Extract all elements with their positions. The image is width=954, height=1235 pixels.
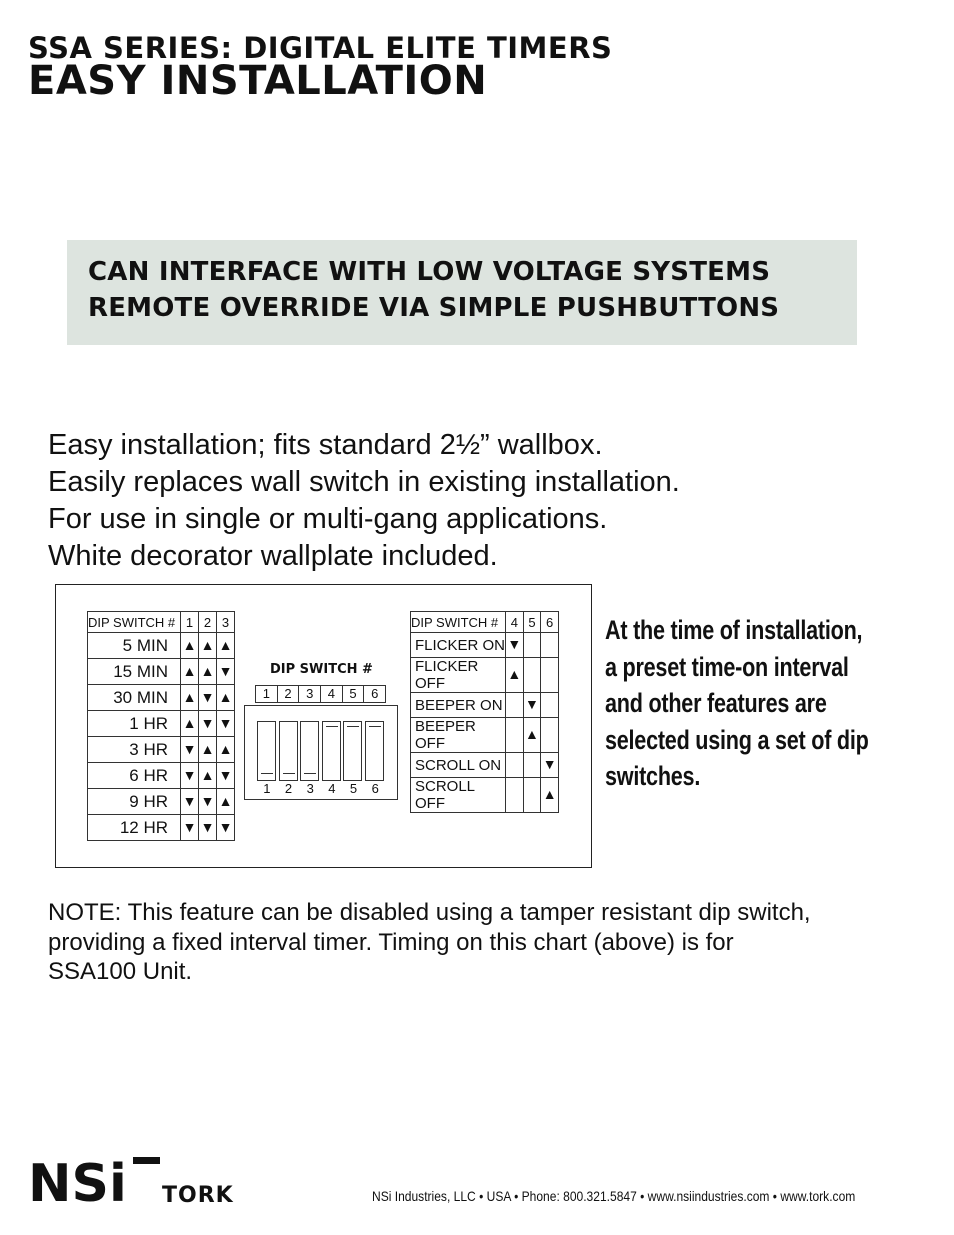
arrow-up-icon: ▲	[525, 726, 539, 742]
column-header: 1	[181, 612, 199, 633]
switch-state-cell	[199, 763, 217, 789]
switch-state-cell	[541, 778, 559, 813]
arrow-up-icon: ▲	[182, 714, 197, 731]
switch-state-cell	[199, 659, 217, 685]
empty-cell	[506, 753, 524, 778]
feature-list	[48, 427, 680, 575]
arrow-up-icon: ▲	[182, 662, 197, 679]
arrow-down-icon: ▼	[218, 662, 233, 679]
tork-logo: TORK	[162, 1183, 234, 1208]
description-line: and other features are	[605, 688, 827, 718]
table-header-row	[411, 612, 559, 633]
row-label: BEEPER OFF	[411, 718, 506, 753]
dip-switch-slot	[257, 721, 276, 781]
arrow-down-icon: ▼	[200, 818, 215, 835]
table-row	[88, 633, 235, 659]
switch-state-cell	[217, 633, 235, 659]
dip-number: 3	[298, 685, 321, 703]
empty-cell	[541, 718, 559, 753]
column-header: 4	[506, 612, 524, 633]
row-label: 6 HR	[88, 763, 181, 789]
row-label: 12 HR	[88, 815, 181, 841]
empty-cell	[523, 658, 541, 693]
table-row	[88, 815, 235, 841]
column-header: 3	[217, 612, 235, 633]
note-text	[48, 898, 811, 987]
column-header-label: DIP SWITCH #	[88, 612, 181, 633]
table-row	[88, 659, 235, 685]
empty-cell	[541, 693, 559, 718]
dip-switch-title: DIP SWITCH #	[270, 662, 373, 677]
table-row	[88, 685, 235, 711]
arrow-up-icon: ▲	[182, 688, 197, 705]
arrow-up-icon: ▲	[218, 688, 233, 705]
arrow-down-icon: ▼	[218, 714, 233, 731]
feature-item: For use in single or multi-gang applications.	[48, 503, 608, 535]
nsi-logo	[28, 1157, 160, 1205]
row-label: 30 MIN	[88, 685, 181, 711]
empty-cell	[523, 753, 541, 778]
feature-item: Easily replaces wall switch in existing installation.	[48, 466, 680, 498]
description-line: a preset time-on interval	[605, 651, 849, 682]
row-label: 9 HR	[88, 789, 181, 815]
empty-cell	[523, 633, 541, 658]
arrow-down-icon: ▼	[507, 636, 522, 652]
switch-state-cell	[199, 789, 217, 815]
arrow-up-icon: ▲	[200, 766, 215, 783]
feature-item: Easy installation; fits standard 2½” wallbox.	[48, 429, 603, 461]
switch-state-cell	[181, 659, 199, 685]
dip-switch-knob	[261, 773, 273, 774]
dip-number: 1	[255, 685, 278, 703]
dip-number: 4	[320, 685, 343, 703]
switch-state-cell	[181, 685, 199, 711]
row-label: FLICKER OFF	[411, 658, 506, 693]
column-header: 5	[523, 612, 541, 633]
switch-state-cell	[541, 753, 559, 778]
dip-switch-knob	[347, 726, 359, 727]
nsi-logo-text: NSi	[28, 1157, 127, 1205]
banner-line-2: REMOTE OVERRIDE VIA SIMPLE PUSHBUTTONS	[88, 293, 780, 323]
dip-switch-slot	[279, 721, 298, 781]
empty-cell	[541, 633, 559, 658]
arrow-up-icon: ▲	[182, 636, 197, 653]
arrow-down-icon: ▼	[542, 756, 557, 772]
arrow-down-icon: ▼	[200, 688, 215, 705]
arrow-up-icon: ▲	[218, 792, 233, 809]
switch-state-cell	[199, 685, 217, 711]
dip-switch-knob	[369, 726, 381, 727]
switch-state-cell	[199, 815, 217, 841]
arrow-down-icon: ▼	[182, 766, 197, 783]
switch-state-cell	[506, 658, 524, 693]
installation-description	[605, 612, 934, 795]
dip-number: 2	[277, 685, 300, 703]
table-row	[411, 778, 559, 813]
switch-state-cell	[217, 659, 235, 685]
arrow-down-icon: ▼	[182, 818, 197, 835]
dip-switch-slot	[343, 721, 362, 781]
row-label: FLICKER ON	[411, 633, 506, 658]
dip-base-number: 3	[306, 781, 314, 796]
table-row	[411, 753, 559, 778]
page-title: EASY INSTALLATION	[28, 58, 488, 104]
dip-switch-slot	[300, 721, 319, 781]
description-line: selected using a set of dip	[605, 724, 869, 755]
switch-state-cell	[523, 718, 541, 753]
dip-switch-knob	[326, 726, 338, 727]
note-line: providing a fixed interval timer. Timing on this chart (above) is for	[48, 928, 734, 956]
dip-base-number: 5	[349, 781, 358, 796]
dip-base-number: 1	[263, 781, 271, 796]
row-label: SCROLL OFF	[411, 778, 506, 813]
switch-state-cell	[506, 633, 524, 658]
dip-number: 6	[363, 685, 386, 703]
note-line: NOTE: This feature can be disabled using a tamper resistant dip switch,	[48, 899, 811, 926]
dip-number: 5	[342, 685, 365, 703]
table-row	[411, 633, 559, 658]
switch-state-cell	[181, 763, 199, 789]
switch-state-cell	[217, 737, 235, 763]
arrow-down-icon: ▼	[218, 818, 233, 835]
switch-state-cell	[199, 711, 217, 737]
switch-state-cell	[181, 789, 199, 815]
arrow-up-icon: ▲	[200, 636, 215, 653]
time-interval-table	[87, 611, 235, 841]
arrow-down-icon: ▼	[218, 766, 233, 783]
dip-switch-knob	[283, 773, 295, 774]
description-line: At the time of installation,	[605, 615, 863, 645]
dip-switch-numbers	[256, 685, 386, 703]
arrow-down-icon: ▼	[200, 714, 215, 731]
table-row	[88, 789, 235, 815]
row-label: 1 HR	[88, 711, 181, 737]
table-header-row	[88, 612, 235, 633]
dip-base-number: 6	[371, 781, 379, 796]
table-row	[88, 711, 235, 737]
switch-state-cell	[181, 737, 199, 763]
column-header-label: DIP SWITCH #	[411, 612, 506, 633]
feature-item: White decorator wallplate included.	[48, 540, 498, 572]
arrow-down-icon: ▼	[525, 696, 539, 712]
column-header: 2	[199, 612, 217, 633]
switch-state-cell	[181, 815, 199, 841]
switch-state-cell	[181, 633, 199, 659]
switch-state-cell	[217, 711, 235, 737]
table-row	[88, 737, 235, 763]
arrow-up-icon: ▲	[200, 740, 215, 757]
switch-state-cell	[217, 763, 235, 789]
table-row	[411, 718, 559, 753]
dip-base-number: 2	[284, 781, 293, 796]
table-row	[411, 658, 559, 693]
arrow-up-icon: ▲	[200, 662, 215, 679]
switch-state-cell	[217, 789, 235, 815]
switch-state-cell	[217, 815, 235, 841]
switch-state-cell	[199, 633, 217, 659]
arrow-up-icon: ▲	[218, 740, 233, 757]
row-label: BEEPER ON	[411, 693, 506, 718]
arrow-up-icon: ▲	[542, 786, 557, 802]
arrow-down-icon: ▼	[182, 792, 197, 809]
feature-settings-table	[410, 611, 559, 813]
table-row	[411, 693, 559, 718]
empty-cell	[506, 778, 524, 813]
row-label: 15 MIN	[88, 659, 181, 685]
dip-base-number: 4	[328, 781, 336, 796]
switch-state-cell	[181, 711, 199, 737]
table-row	[88, 763, 235, 789]
dip-switch-slot	[365, 721, 384, 781]
dip-switch-base-numbers	[256, 781, 386, 796]
arrow-up-icon: ▲	[218, 636, 233, 653]
empty-cell	[541, 658, 559, 693]
row-label: 3 HR	[88, 737, 181, 763]
arrow-down-icon: ▼	[200, 792, 215, 809]
highlight-banner	[67, 240, 857, 345]
arrow-up-icon: ▲	[507, 666, 522, 682]
empty-cell	[506, 718, 524, 753]
note-line: SSA100 Unit.	[48, 958, 193, 985]
row-label: 5 MIN	[88, 633, 181, 659]
description-line: switches.	[605, 761, 701, 791]
column-header: 6	[541, 612, 559, 633]
arrow-down-icon: ▼	[182, 740, 197, 757]
switch-state-cell	[199, 737, 217, 763]
row-label: SCROLL ON	[411, 753, 506, 778]
dip-switch-slot	[322, 721, 341, 781]
banner-line-1: CAN INTERFACE WITH LOW VOLTAGE SYSTEMS	[88, 257, 771, 287]
series-title: SSA SERIES: DIGITAL ELITE TIMERS	[28, 31, 613, 65]
switch-state-cell	[217, 685, 235, 711]
switch-state-cell	[523, 693, 541, 718]
empty-cell	[506, 693, 524, 718]
empty-cell	[523, 778, 541, 813]
dip-switch-knob	[304, 773, 316, 774]
footer-contact: NSi Industries, LLC • USA • Phone: 800.321.5847 • www.nsiindustries.com • www.tork.com	[372, 1188, 856, 1204]
